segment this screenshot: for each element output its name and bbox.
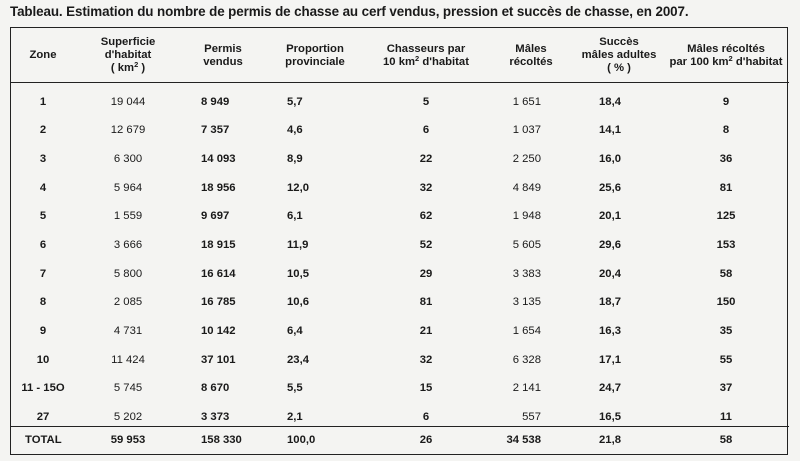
table-row xyxy=(11,369,789,398)
cell-permis: 16 785 xyxy=(201,296,236,309)
cell-recoltes: 8 xyxy=(722,124,730,137)
cell-chasseurs: 21 xyxy=(419,324,433,337)
table-row xyxy=(11,340,789,369)
cell-proportion: 8,9 xyxy=(287,152,303,165)
cell-permis: 9 697 xyxy=(201,210,230,223)
cell-proportion: 10,6 xyxy=(287,296,309,309)
cell-proportion: 6,4 xyxy=(287,324,303,337)
cell-males: 1 948 xyxy=(512,210,541,223)
cell-zone: 1 xyxy=(39,95,47,108)
table-row xyxy=(11,311,789,340)
cell-permis: 18 915 xyxy=(201,238,236,251)
table-row xyxy=(11,139,789,168)
cell-permis: 8 670 xyxy=(201,382,230,395)
table-row xyxy=(11,168,789,197)
cell-chasseurs: 5 xyxy=(422,95,430,108)
cell-superficie: 11 424 xyxy=(111,353,145,366)
cell-zone: 6 xyxy=(39,238,47,251)
cell-permis: 8 949 xyxy=(201,95,230,108)
cell-chasseurs: 52 xyxy=(419,238,433,251)
cell-zone: 11 - 15O xyxy=(21,382,65,395)
cell-succes: 18,7 xyxy=(599,296,621,309)
cell-permis: 14 093 xyxy=(201,152,236,165)
header-recoltes: Mâles récoltés par 100 $km^2$ d'habitat xyxy=(663,28,789,82)
cell-superficie: 6 300 xyxy=(113,152,143,165)
cell-chasseurs: 32 xyxy=(419,181,433,194)
header-proportion: Proportion provinciale xyxy=(265,28,365,82)
cell-succes: 14,1 xyxy=(599,124,621,137)
cell-recoltes: 153 xyxy=(716,238,736,251)
cell-superficie: 4 731 xyxy=(113,324,143,337)
cell-recoltes: 81 xyxy=(719,181,733,194)
table-row xyxy=(11,111,789,140)
cell-males: 1 654 xyxy=(512,324,541,337)
cell-zone: 7 xyxy=(39,267,47,280)
header-permis: Permis vendus xyxy=(181,28,265,82)
data-table-frame xyxy=(10,27,788,455)
cell-males: 6 328 xyxy=(512,353,541,366)
cell-permis: 18 956 xyxy=(201,181,236,194)
cell-zone: 2 xyxy=(39,124,47,137)
cell-recoltes: 58 xyxy=(719,267,733,280)
header-zone: Zone xyxy=(11,28,75,82)
cell-superficie: 3 666 xyxy=(113,238,143,251)
table-row xyxy=(11,197,789,226)
cell-zone: 5 xyxy=(39,210,47,223)
cell-chasseurs: 22 xyxy=(419,152,433,165)
cell-permis: 158 330 xyxy=(181,426,265,454)
cell-males: 1 651 xyxy=(512,95,541,108)
cell-chasseurs: 62 xyxy=(419,210,433,223)
cell-chasseurs: 26 xyxy=(365,426,487,454)
cell-succes: 20,1 xyxy=(599,210,621,223)
cell-superficie: 5 745 xyxy=(113,382,143,395)
cell-recoltes: 9 xyxy=(722,95,730,108)
cell-proportion: 6,1 xyxy=(287,210,303,223)
cell-proportion: 5,7 xyxy=(287,95,303,108)
cell-males: 4 849 xyxy=(512,181,541,194)
cell-recoltes: 11 xyxy=(720,410,732,423)
cell-males: 5 605 xyxy=(512,238,541,251)
cell-zone: 4 xyxy=(39,181,47,194)
cell-proportion: 11,9 xyxy=(287,238,309,251)
cell-superficie: 1 559 xyxy=(113,210,143,223)
cell-permis: 37 101 xyxy=(201,353,236,366)
table-row xyxy=(11,225,789,254)
cell-zone: 9 xyxy=(39,324,47,337)
cell-succes: 18,4 xyxy=(599,95,621,108)
cell-chasseurs: 15 xyxy=(419,382,433,395)
header-row xyxy=(11,28,789,82)
cell-proportion: 100,0 xyxy=(265,426,365,454)
cell-superficie: 2 085 xyxy=(113,296,143,309)
cell-succes: 20,4 xyxy=(599,267,621,280)
table-title: Tableau. Estimation du nombre de permis de chasse au cerf vendus, pression et succès de chasse, en 2007. xyxy=(10,4,689,19)
cell-males: 34 538 xyxy=(487,426,575,454)
cell-succes: 21,8 xyxy=(575,426,663,454)
table-row xyxy=(11,254,789,283)
cell-superficie: 5 202 xyxy=(113,410,143,423)
cell-proportion: 12,0 xyxy=(287,181,309,194)
cell-proportion: 23,4 xyxy=(287,353,309,366)
cell-superficie: 19 044 xyxy=(110,95,146,108)
cell-chasseurs: 6 xyxy=(422,410,430,423)
table-row xyxy=(11,397,789,426)
cell-permis: 7 357 xyxy=(201,124,230,137)
cell-succes: 16,5 xyxy=(599,410,621,423)
header-superficie: Superficie d'habitat ( $km^2$ ) xyxy=(75,28,181,82)
hunting-table xyxy=(11,28,789,454)
cell-recoltes: 35 xyxy=(719,324,733,337)
header-males: Mâles récoltés xyxy=(487,28,575,82)
cell-recoltes: 58 xyxy=(663,426,789,454)
header-chasseurs: Chasseurs par 10 $km^2$ d'habitat xyxy=(365,28,487,82)
cell-males: 2 141 xyxy=(512,382,541,395)
cell-proportion: 10,5 xyxy=(287,267,309,280)
cell-succes: 24,7 xyxy=(599,382,621,395)
cell-zone: TOTAL xyxy=(11,426,75,454)
total-row xyxy=(11,426,789,454)
cell-succes: 16,3 xyxy=(599,324,621,337)
cell-males: 1 037 xyxy=(512,124,541,137)
cell-proportion: 5,5 xyxy=(287,382,303,395)
cell-permis: 3 373 xyxy=(201,410,230,423)
cell-permis: 10 142 xyxy=(201,324,236,337)
cell-recoltes: 125 xyxy=(716,210,736,223)
cell-recoltes: 55 xyxy=(719,353,733,366)
cell-zone: 3 xyxy=(39,152,47,165)
cell-superficie: 59 953 xyxy=(75,426,181,454)
cell-males: 2 250 xyxy=(512,152,541,165)
cell-recoltes: 150 xyxy=(716,296,736,309)
cell-succes: 17,1 xyxy=(599,353,621,366)
cell-superficie: 12 679 xyxy=(110,124,146,137)
cell-males: 557 xyxy=(522,410,541,423)
cell-zone: 27 xyxy=(36,410,50,423)
cell-recoltes: 36 xyxy=(719,152,733,165)
cell-zone: 8 xyxy=(39,296,47,309)
cell-superficie: 5 800 xyxy=(113,267,143,280)
table-row xyxy=(11,283,789,312)
cell-proportion: 4,6 xyxy=(287,124,303,137)
cell-permis: 16 614 xyxy=(201,267,236,280)
header-succes: Succès mâles adultes ( % ) xyxy=(575,28,663,82)
cell-males: 3 135 xyxy=(512,296,541,309)
cell-recoltes: 37 xyxy=(719,382,733,395)
cell-chasseurs: 29 xyxy=(419,267,433,280)
cell-chasseurs: 32 xyxy=(419,353,433,366)
cell-succes: 25,6 xyxy=(599,181,621,194)
cell-zone: 10 xyxy=(36,353,50,366)
cell-chasseurs: 81 xyxy=(419,296,433,309)
cell-succes: 16,0 xyxy=(599,152,621,165)
cell-superficie: 5 964 xyxy=(113,181,143,194)
table-row xyxy=(11,82,789,111)
cell-chasseurs: 6 xyxy=(422,124,430,137)
cell-males: 3 383 xyxy=(512,267,541,280)
cell-succes: 29,6 xyxy=(599,238,621,251)
cell-proportion: 2,1 xyxy=(287,410,303,423)
